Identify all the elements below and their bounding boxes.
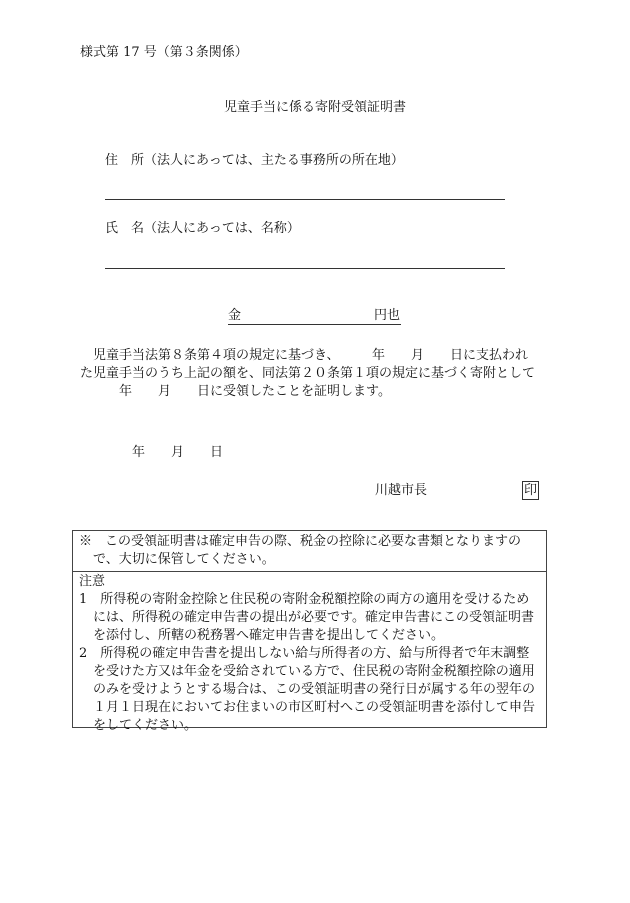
- body-line: た児童手当のうち上記の額を、同法第２０条第１項の規定に基づく寄附として: [80, 366, 536, 381]
- amount-line[interactable]: [228, 324, 401, 325]
- address-line[interactable]: [105, 199, 505, 200]
- amount-suffix: 円也: [374, 308, 401, 323]
- amount-prefix: 金: [228, 308, 242, 323]
- caution-item: 1 所得税の寄附金控除と住民税の寄附金税額控除の両方の適用を受けるためには、所得税の確定申告書の提出が必要です。確定申告書にこの受領証明書を添付し、所轄の税務署へ確定申告書を提出してください。: [79, 592, 534, 643]
- address-label: 住 所（法人にあっては、主たる事務所の所在地）: [105, 153, 404, 168]
- notice-mark: ※: [79, 534, 93, 549]
- form-number: 様式第 17 号（第３条関係）: [80, 45, 248, 60]
- caution-item: 2 所得税の確定申告書を提出しない給与所得者の方、給与所得者で年末調整を受けた方又は年金を受給されている方で、住民税の寄附金税額控除の適用のみを受けようとする場合は、この受領証明書の発行日が属する年の翌年の１月１日現在においてお住まいの市区町村へこの受領証明書を添付して申告をしてください。: [79, 646, 536, 733]
- name-label: 氏 名（法人にあっては、名称）: [105, 221, 300, 236]
- issuer: 川越市長: [375, 483, 428, 498]
- caution-heading: 注意: [79, 574, 106, 589]
- document-title: 児童手当に係る寄附受領証明書: [223, 100, 406, 115]
- notice-text: この受領証明書は確定申告の際、税金の控除に必要な書類となりますので、大切に保管してください。: [92, 534, 522, 567]
- notice-box: [72, 530, 547, 733]
- body-line: 年 月 日に受領したことを証明します。: [80, 384, 391, 399]
- name-line[interactable]: [105, 268, 505, 269]
- body-line: 児童手当法第８条第４項の規定に基づき、 年 月 日に支払われ: [80, 348, 528, 363]
- seal-mark: 印: [524, 483, 538, 498]
- notice: [73, 531, 546, 571]
- issue-date: 年 月 日: [132, 445, 224, 460]
